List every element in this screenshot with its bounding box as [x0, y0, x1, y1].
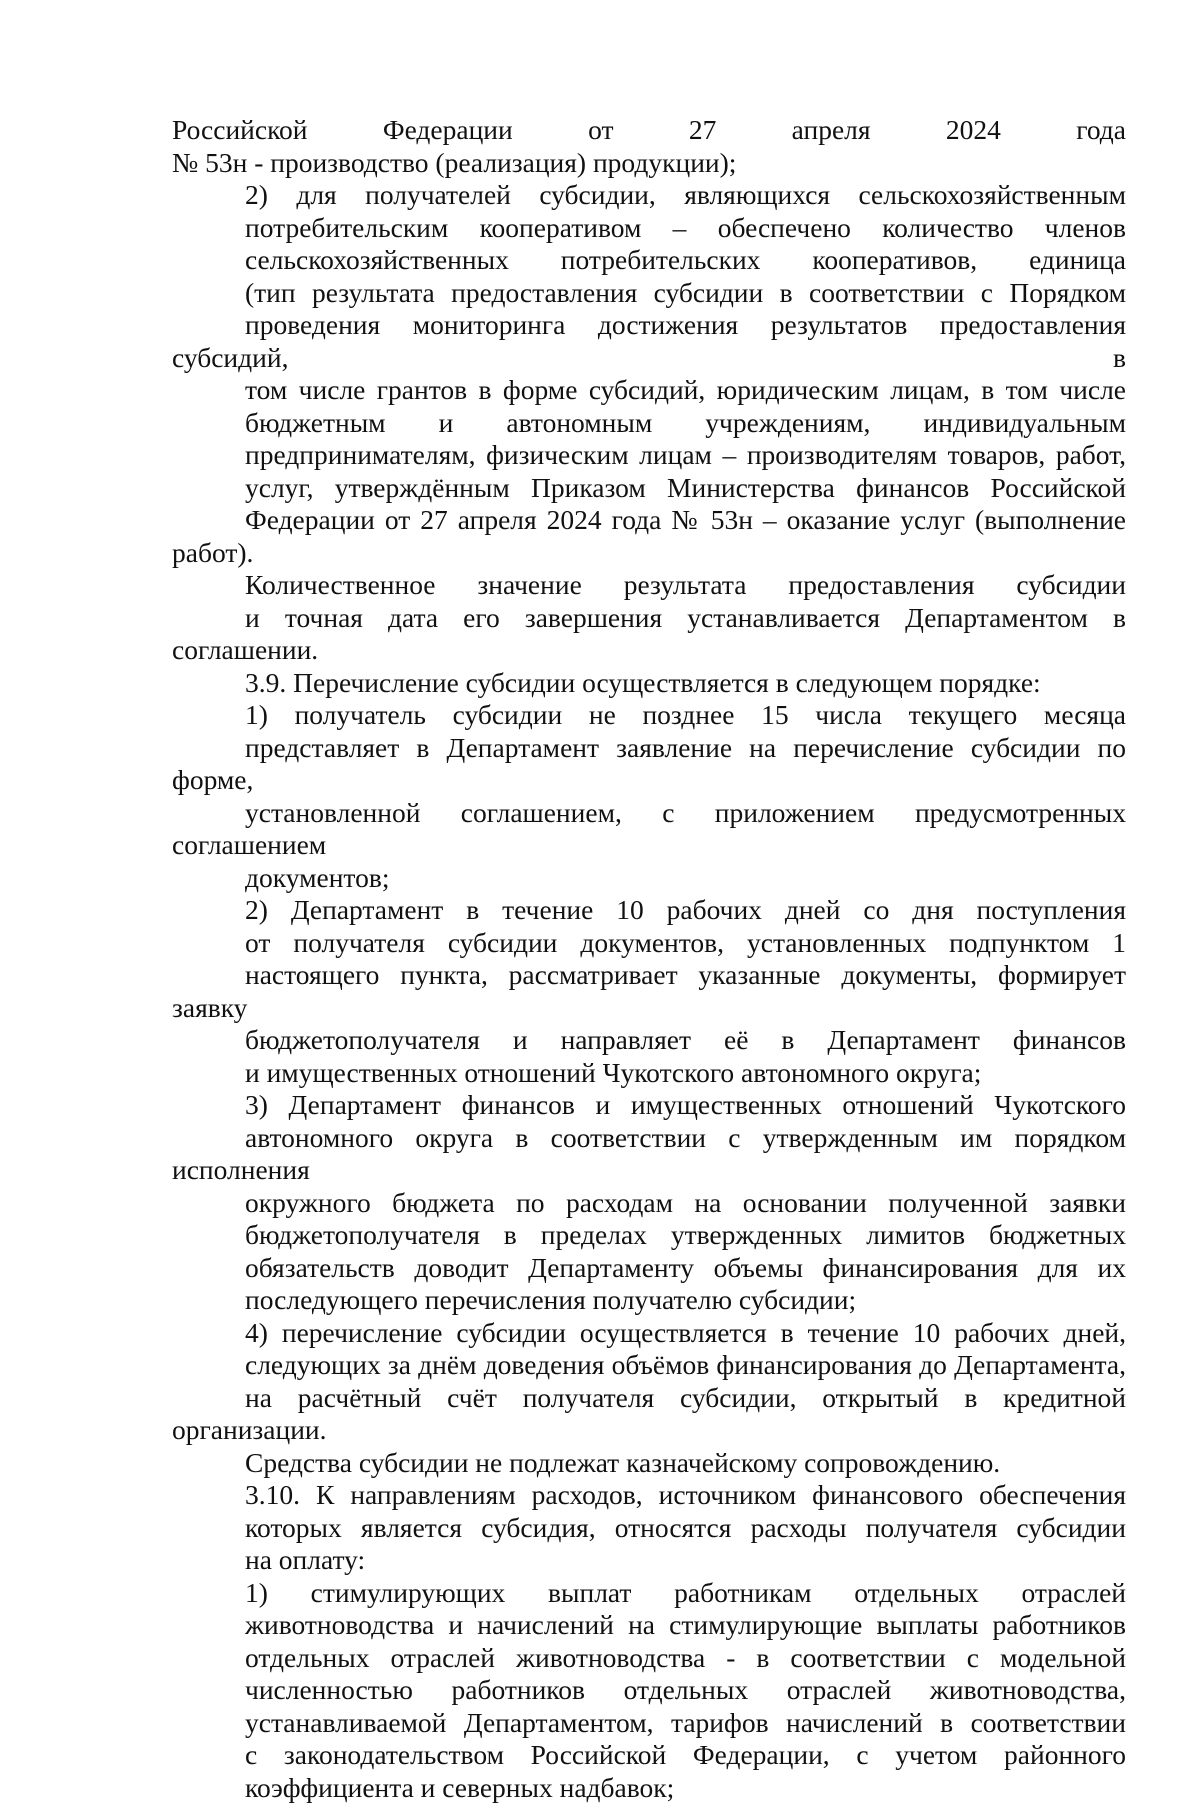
- text-line: и имущественных отношений Чукотского автономного округа;: [172, 1057, 1126, 1090]
- text-line: бюджетополучателя и направляет её в Департамент финансов: [172, 1024, 1126, 1057]
- text-line: 1) стимулирующих выплат работникам отдельных отраслей: [172, 1577, 1126, 1610]
- text-line: 2) Департамент в течение 10 рабочих дней со дня поступления: [172, 894, 1126, 927]
- text-line: автономного округа в соответствии с утвержденным им порядком исполнения: [172, 1122, 1126, 1187]
- text-line: Федерации от 27 апреля 2024 года № 53н – оказание услуг (выполнение работ).: [172, 504, 1126, 569]
- text-line: 2) для получателей субсидии, являющихся сельскохозяйственным: [172, 179, 1126, 212]
- text-line: на расчётный счёт получателя субсидии, открытый в кредитной организации.: [172, 1382, 1126, 1447]
- text-line: (тип результата предоставления субсидии в соответствии с Порядком: [172, 277, 1126, 310]
- text-line: животноводства и начислений на стимулирующие выплаты работников: [172, 1609, 1126, 1642]
- text-line: и точная дата его завершения устанавливается Департаментом в соглашении.: [172, 602, 1126, 667]
- paragraph: [172, 1577, 1126, 1804]
- text-line: на оплату:: [172, 1544, 1126, 1577]
- text-line: бюджетным и автономным учреждениям, индивидуальным: [172, 407, 1126, 440]
- text-line: которых является субсидия, относятся расходы получателя субсидии: [172, 1512, 1126, 1545]
- paragraph: [172, 1317, 1126, 1447]
- text-line: отдельных отраслей животноводства - в соответствии с модельной: [172, 1642, 1126, 1675]
- text-line: Средства субсидии не подлежат казначейскому сопровождению.: [172, 1447, 1126, 1480]
- text-line: установленной соглашением, с приложением предусмотренных соглашением: [172, 797, 1126, 862]
- text-line: № 53н - производство (реализация) продукции);: [172, 147, 1126, 180]
- text-line: 1) получатель субсидии не позднее 15 числа текущего месяца: [172, 699, 1126, 732]
- text-line: документов;: [172, 862, 1126, 895]
- document-body: [172, 114, 1126, 1804]
- text-line: бюджетополучателя в пределах утвержденных лимитов бюджетных: [172, 1219, 1126, 1252]
- text-line: численностью работников отдельных отраслей животноводства,: [172, 1674, 1126, 1707]
- text-line: следующих за днём доведения объёмов финансирования до Департамента,: [172, 1349, 1126, 1382]
- text-line: Российской Федерации от 27 апреля 2024 года: [172, 114, 1126, 147]
- text-line: проведения мониторинга достижения результатов предоставления субсидий, в: [172, 309, 1126, 374]
- text-line: 3.10. К направлениям расходов, источником финансового обеспечения: [172, 1479, 1126, 1512]
- text-line: устанавливаемой Департаментом, тарифов начислений в соответствии: [172, 1707, 1126, 1740]
- paragraph: [172, 894, 1126, 1089]
- paragraph: [172, 179, 1126, 569]
- text-line: Количественное значение результата предоставления субсидии: [172, 569, 1126, 602]
- text-line: окружного бюджета по расходам на основании полученной заявки: [172, 1187, 1126, 1220]
- text-line: потребительским кооперативом – обеспечено количество членов: [172, 212, 1126, 245]
- text-line: сельскохозяйственных потребительских кооперативов, единица: [172, 244, 1126, 277]
- text-line: с законодательством Российской Федерации, с учетом районного: [172, 1739, 1126, 1772]
- text-line: 3.9. Перечисление субсидии осуществляется в следующем порядке:: [172, 667, 1126, 700]
- text-line: 3) Департамент финансов и имущественных отношений Чукотского: [172, 1089, 1126, 1122]
- paragraph: [172, 667, 1126, 700]
- paragraph: [172, 1479, 1126, 1577]
- text-line: настоящего пункта, рассматривает указанные документы, формирует заявку: [172, 959, 1126, 1024]
- text-line: от получателя субсидии документов, установленных подпунктом 1: [172, 927, 1126, 960]
- paragraph: [172, 114, 1126, 179]
- text-line: услуг, утверждённым Приказом Министерства финансов Российской: [172, 472, 1126, 505]
- text-line: представляет в Департамент заявление на перечисление субсидии по форме,: [172, 732, 1126, 797]
- text-line: том числе грантов в форме субсидий, юридическим лицам, в том числе: [172, 374, 1126, 407]
- text-line: 4) перечисление субсидии осуществляется в течение 10 рабочих дней,: [172, 1317, 1126, 1350]
- paragraph: [172, 1089, 1126, 1317]
- text-line: обязательств доводит Департаменту объемы финансирования для их: [172, 1252, 1126, 1285]
- paragraph: [172, 1447, 1126, 1480]
- text-line: коэффициента и северных надбавок;: [172, 1772, 1126, 1804]
- text-line: последующего перечисления получателю субсидии;: [172, 1284, 1126, 1317]
- paragraph: [172, 569, 1126, 667]
- text-line: предпринимателям, физическим лицам – производителям товаров, работ,: [172, 439, 1126, 472]
- paragraph: [172, 699, 1126, 894]
